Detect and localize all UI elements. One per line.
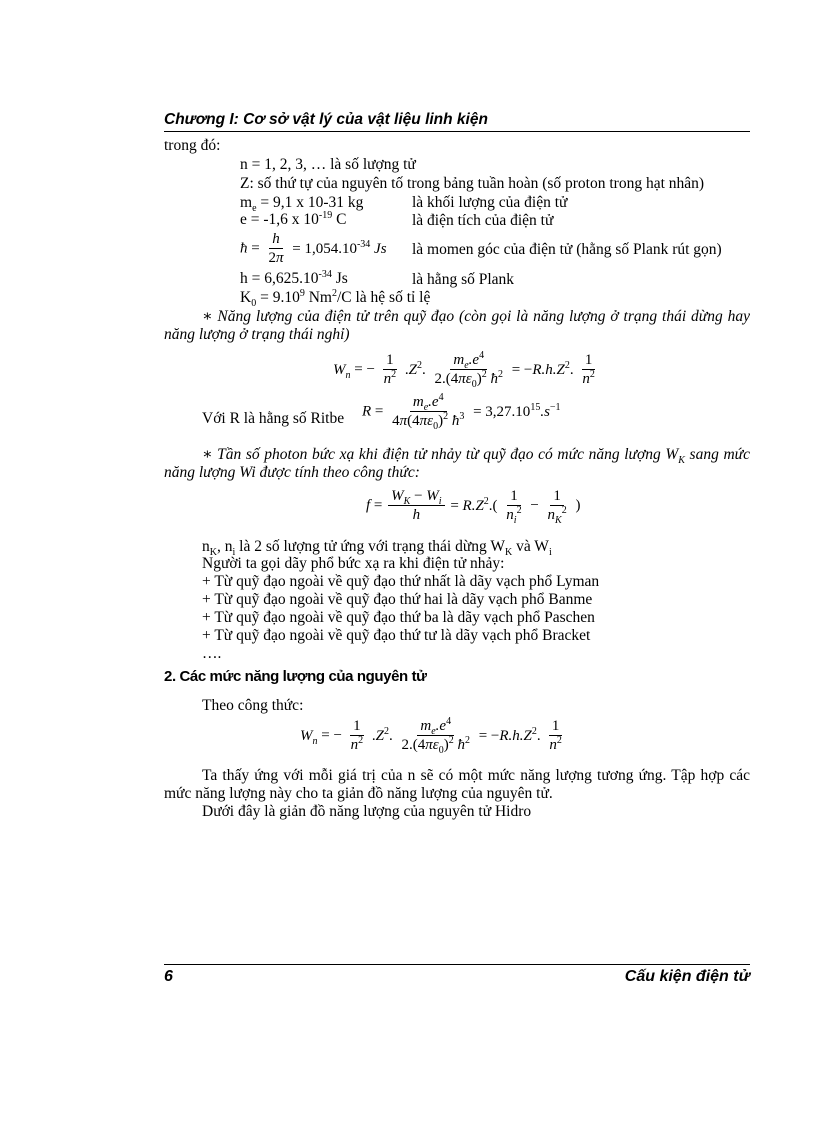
spectrum-line-lyman: + Từ quỹ đạo ngoài về quỹ đạo thứ nhất là dãy vạch phổ Lyman <box>202 573 600 590</box>
spectrum-line-banme: + Từ quỹ đạo ngoài về quỹ đạo thứ hai là dãy vạch phổ Banme <box>202 591 593 608</box>
def-z: Z: số thứ tự của nguyên tố trong bảng tuần hoàn (số proton trong hạt nhân) <box>240 175 705 192</box>
frequency-paragraph: ∗ Tần số photon bức xạ khi điện tử nhảy từ quỹ đạo có mức năng lượng $W_K$ sang mức năng lượng Wi được tính theo công thức: <box>164 446 750 481</box>
def-k0: $K_0 = 9.10^9$ Nm$^2$/C là hệ số tỉ lệ <box>240 287 431 310</box>
def-me-desc: là khối lượng của điện tử <box>412 194 568 211</box>
def-h-desc: là hằng số Plank <box>412 271 515 288</box>
def-hbar-desc: là momen góc của điện tử (hằng số Plank rút gọn) <box>412 241 722 258</box>
section-2-title: 2. Các mức năng lượng của nguyên tử <box>164 668 427 685</box>
page-number: 6 <box>164 968 173 985</box>
spectrum-line-bracket: + Từ quỹ đạo ngoài về quỹ đạo thứ tư là dãy vạch phổ Bracket <box>202 627 591 644</box>
book-title: Cấu kiện điện tử <box>624 968 750 985</box>
intro-text: trong đó: <box>164 137 221 154</box>
def-hbar-formula: ħ = $\frac{h}{2\pi}$ = $1,054.10^{-34}$ Js <box>240 231 387 266</box>
spectrum-line-paschen: + Từ quỹ đạo ngoài về quỹ đạo thứ ba là dãy vạch phổ Paschen <box>202 609 595 626</box>
def-e-value: e = -1,6 x $10^{-19}$ C <box>240 209 347 228</box>
ellipsis: …. <box>202 645 222 662</box>
def-e-desc: là điện tích của điện tử <box>412 212 554 229</box>
def-me-value: $m_e = 9,1$ x 10-31 kg <box>240 194 364 215</box>
def-n: n = 1, 2, 3, … là số lượng tử <box>240 156 416 173</box>
formula-intro: Theo công thức: <box>202 697 304 714</box>
levels-paragraph: Ta thấy ứng với mỗi giá trị của n sẽ có một mức năng lượng tương ứng. Tập hợp các mức năng lượng này cho ta giản đồ năng lượng của nguyên tử. <box>164 767 750 802</box>
energy-formula-1: $W_n$ = − $\frac{1}{n^2}$ $.Z^2$. $\frac{m_e.e^4}{2.(4\pi\varepsilon_0)^2 ħ^2}$ = $-R.h.Z^2$. $\frac{1}{n^2}$ <box>333 350 595 390</box>
energy-paragraph: ∗ Năng lượng của điện tử trên quỹ đạo (còn gọi là năng lượng ở trạng thái dừng hay năng lượng ở trạng thái nghỉ) <box>164 308 750 343</box>
ritbe-label: Với R là hằng số Ritbe <box>202 410 345 427</box>
energy-formula-2: $W_n$ = − $\frac{1}{n^2}$ $.Z^2$. $\frac{m_e.e^4}{2.(4\pi\varepsilon_0)^2 ħ^2}$ = $-R.h.Z^2$. $\frac{1}{n^2}$ <box>300 716 562 756</box>
ritbe-formula: R = $\frac{m_e.e^4}{4\pi(4\pi\varepsilon_0)^2 ħ^3}$ = $3,27.10^{15}.s^{-1}$ <box>362 392 561 432</box>
frequency-formula: f = $\frac{W_K - W_i}{h}$ = $R.Z^2$.( $\frac{1}{n_i^2}$ − $\frac{1}{n_K^2}$ ) <box>366 488 581 526</box>
chapter-header: Chương I: Cơ sở vật lý của vật liệu linh kiện <box>164 111 488 128</box>
diagram-intro: Dưới đây là giản đồ năng lượng của nguyên tử Hidro <box>202 803 532 820</box>
spectra-intro: Người ta gọi dãy phổ bức xạ ra khi điện tử nhảy: <box>202 555 505 572</box>
footer-rule <box>164 964 750 965</box>
nk-ni-line: $n_K$, $n_i$ là 2 số lượng tử ứng với trạng thái dừng $W_K$ và $W_i$ <box>202 538 552 559</box>
header-rule <box>164 131 750 132</box>
def-h-value: $h = 6,625.10^{-34}$ Js <box>240 268 348 287</box>
